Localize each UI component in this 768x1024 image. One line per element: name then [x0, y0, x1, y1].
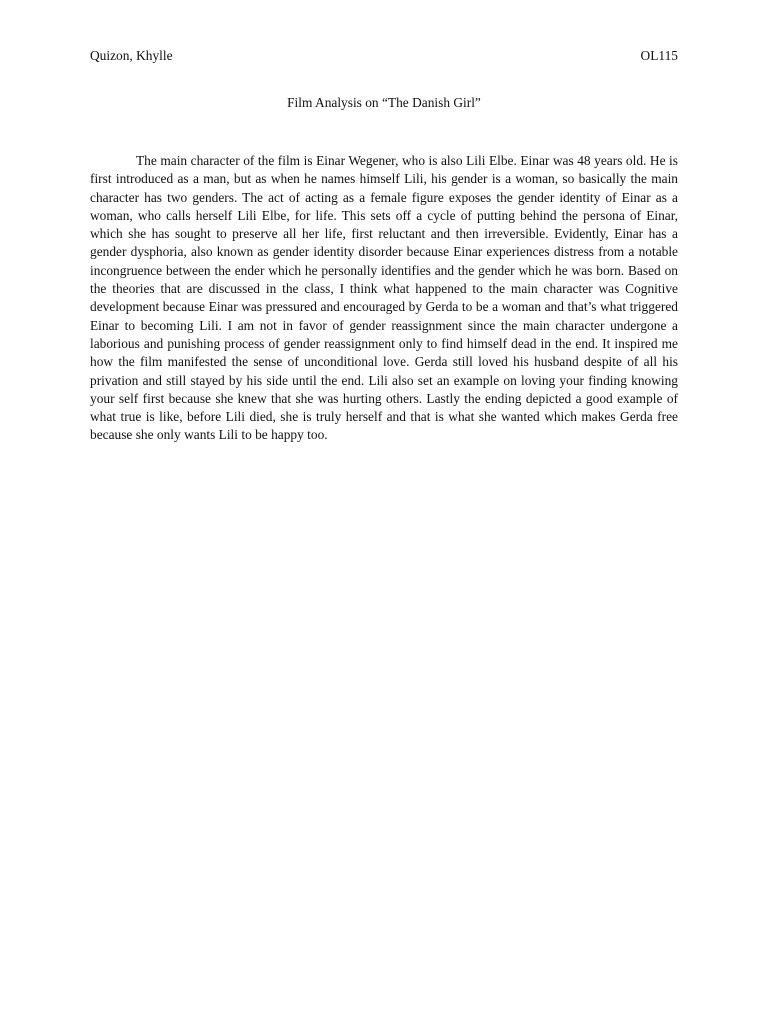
- document-title: Film Analysis on “The Danish Girl”: [287, 95, 481, 110]
- page-header: [90, 48, 678, 66]
- body-paragraph: The main character of the film is Einar Wegener, who is also Lili Elbe. Einar was 48 years old. He is first introduced as a man, but as when he names himself Lili, his gender is a woman, so basically the main character has two genders. The act of acting as a female figure exposes the gender identity of Einar as a woman, who calls herself Lili Elbe, for life. This sets off a cycle of putting behind the persona of Einar, which she has sought to preserve all her life, first reluctant and then irreversible. Evidently, Einar has a gender dysphoria, also known as gender identity disorder because Einar experiences distress from a notable incongruence between the ender which he personally identifies and the gender which he was born. Based on the theories that are discussed in the class, I think what happened to the main character was Cognitive development because Einar was pressured and encouraged by Gerda to be a woman and that’s what triggered Einar to becoming Lili. I am not in favor of gender reassignment since the main character undergone a laborious and punishing process of gender reassignment only to find himself dead in the end. It inspired me how the film manifested the sense of unconditional love. Gerda still loved his husband despite of all his privation and still stayed by his side until the end. Lili also set an example on loving your finding knowing your self first because she knew that she was hurting others. Lastly the ending depicted a good example of what true is like, before Lili died, she is truly herself and that is what she wanted which makes Gerda free because she only wants Lili to be happy too.: [90, 153, 678, 443]
- course-code: OL115: [640, 48, 678, 63]
- author-name: Quizon, Khylle: [90, 48, 173, 63]
